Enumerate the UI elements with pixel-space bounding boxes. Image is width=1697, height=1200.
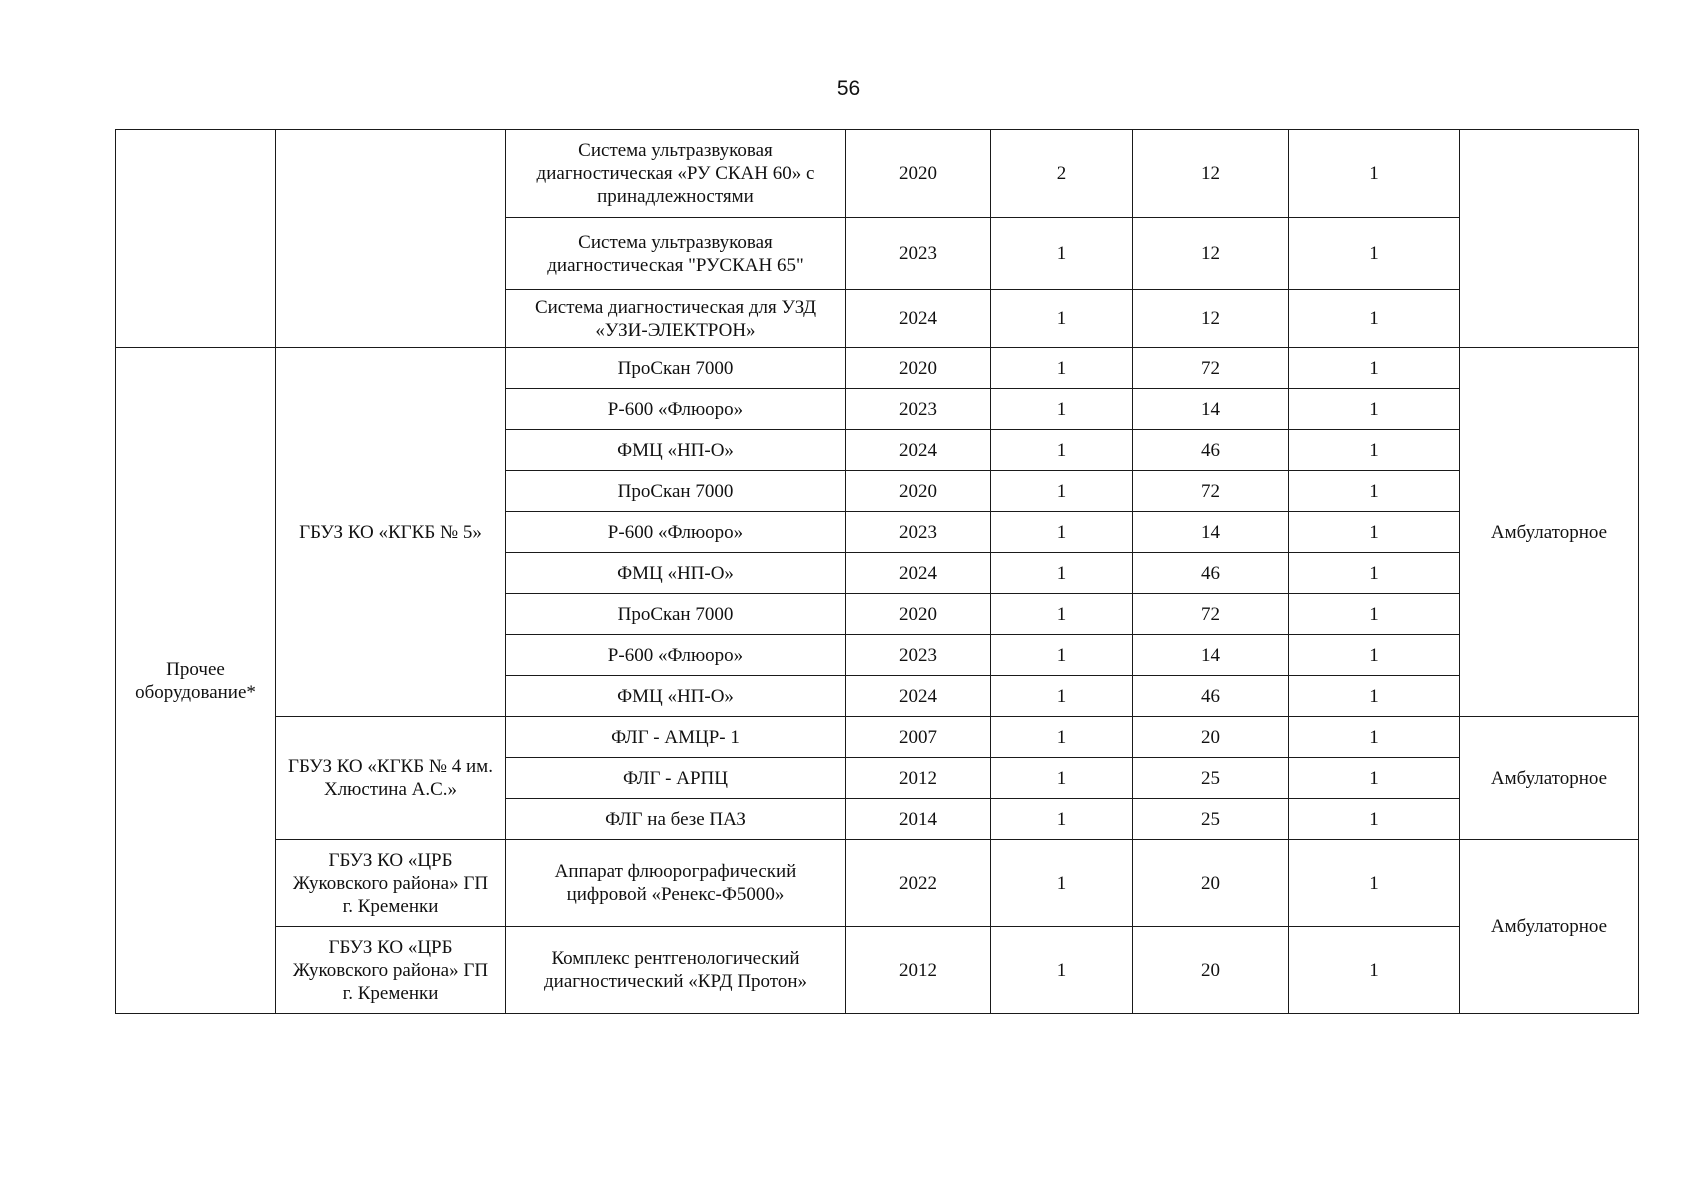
period-cell: 12 [1133,130,1289,218]
year-cell: 2024 [846,553,991,594]
shifts-cell: 1 [1289,758,1460,799]
year-cell: 2023 [846,512,991,553]
year-cell: 2022 [846,840,991,927]
equipment-name-cell: ПроСкан 7000 [506,348,846,389]
table-row [116,348,1639,389]
shifts-cell: 1 [1289,717,1460,758]
year-cell: 2020 [846,471,991,512]
quantity-cell: 1 [991,758,1133,799]
shifts-cell: 1 [1289,635,1460,676]
year-cell: 2020 [846,130,991,218]
equipment-name-cell: ПроСкан 7000 [506,471,846,512]
care-type-cell: Амбулаторное [1460,348,1639,717]
equipment-name-cell: ФМЦ «НП-О» [506,553,846,594]
care-type-cell-continued [1460,130,1639,348]
year-cell: 2024 [846,290,991,348]
period-cell: 46 [1133,676,1289,717]
quantity-cell: 1 [991,512,1133,553]
period-cell: 46 [1133,430,1289,471]
quantity-cell: 1 [991,553,1133,594]
quantity-cell: 1 [991,389,1133,430]
equipment-name-cell: Р-600 «Флюоро» [506,389,846,430]
period-cell: 14 [1133,389,1289,430]
equipment-name-cell: Комплекс рентгенологический диагностический «КРД Протон» [506,927,846,1014]
page-number: 56 [836,77,861,100]
quantity-cell: 1 [991,635,1133,676]
equipment-name-cell: ПроСкан 7000 [506,594,846,635]
quantity-cell: 1 [991,927,1133,1014]
year-cell: 2023 [846,218,991,290]
quantity-cell: 1 [991,290,1133,348]
table-row [116,840,1639,927]
quantity-cell: 1 [991,676,1133,717]
quantity-cell: 1 [991,594,1133,635]
period-cell: 72 [1133,348,1289,389]
shifts-cell: 1 [1289,676,1460,717]
year-cell: 2012 [846,927,991,1014]
period-cell: 20 [1133,840,1289,927]
institution-cell: ГБУЗ КО «ЦРБ Жуковского района» ГП г. Кременки [276,840,506,927]
period-cell: 25 [1133,758,1289,799]
table-row [116,927,1639,1014]
shifts-cell: 1 [1289,471,1460,512]
table-row [116,717,1639,758]
equipment-name-cell: Система ультразвуковая диагностическая «РУ СКАН 60» с принадлежностями [506,130,846,218]
quantity-cell: 1 [991,471,1133,512]
shifts-cell: 1 [1289,799,1460,840]
year-cell: 2023 [846,389,991,430]
period-cell: 25 [1133,799,1289,840]
equipment-name-cell: ФЛГ - АРПЦ [506,758,846,799]
year-cell: 2024 [846,430,991,471]
institution-cell: ГБУЗ КО «КГКБ № 4 им. Хлюстина А.С.» [276,717,506,840]
shifts-cell: 1 [1289,553,1460,594]
equipment-name-cell: ФЛГ на безе ПАЗ [506,799,846,840]
shifts-cell: 1 [1289,512,1460,553]
quantity-cell: 1 [991,218,1133,290]
shifts-cell: 1 [1289,927,1460,1014]
year-cell: 2020 [846,594,991,635]
period-cell: 72 [1133,471,1289,512]
year-cell: 2012 [846,758,991,799]
quantity-cell: 1 [991,717,1133,758]
equipment-name-cell: Система ультразвуковая диагностическая "РУСКАН 65" [506,218,846,290]
category-cell: Прочее оборудование* [116,348,276,1014]
shifts-cell: 1 [1289,130,1460,218]
equipment-name-cell: Система диагностическая для УЗД «УЗИ-ЭЛЕКТРОН» [506,290,846,348]
shifts-cell: 1 [1289,218,1460,290]
equipment-name-cell: Р-600 «Флюоро» [506,512,846,553]
institution-cell: ГБУЗ КО «ЦРБ Жуковского района» ГП г. Кременки [276,927,506,1014]
period-cell: 14 [1133,512,1289,553]
quantity-cell: 1 [991,840,1133,927]
year-cell: 2007 [846,717,991,758]
period-cell: 72 [1133,594,1289,635]
care-type-cell: Амбулаторное [1460,840,1639,1014]
quantity-cell: 2 [991,130,1133,218]
table-row [116,130,1639,218]
equipment-name-cell: ФМЦ «НП-О» [506,430,846,471]
equipment-table [115,129,1639,1014]
year-cell: 2014 [846,799,991,840]
quantity-cell: 1 [991,430,1133,471]
shifts-cell: 1 [1289,594,1460,635]
year-cell: 2024 [846,676,991,717]
quantity-cell: 1 [991,799,1133,840]
shifts-cell: 1 [1289,389,1460,430]
care-type-cell: Амбулаторное [1460,717,1639,840]
period-cell: 12 [1133,290,1289,348]
institution-cell-continued [276,130,506,348]
period-cell: 20 [1133,717,1289,758]
equipment-name-cell: ФЛГ - АМЦР- 1 [506,717,846,758]
period-cell: 12 [1133,218,1289,290]
shifts-cell: 1 [1289,348,1460,389]
period-cell: 46 [1133,553,1289,594]
year-cell: 2023 [846,635,991,676]
period-cell: 14 [1133,635,1289,676]
shifts-cell: 1 [1289,430,1460,471]
category-cell-continued [116,130,276,348]
equipment-name-cell: Аппарат флюорографический цифровой «Ренекс-Ф5000» [506,840,846,927]
year-cell: 2020 [846,348,991,389]
equipment-name-cell: ФМЦ «НП-О» [506,676,846,717]
shifts-cell: 1 [1289,290,1460,348]
quantity-cell: 1 [991,348,1133,389]
equipment-name-cell: Р-600 «Флюоро» [506,635,846,676]
shifts-cell: 1 [1289,840,1460,927]
period-cell: 20 [1133,927,1289,1014]
institution-cell: ГБУЗ КО «КГКБ № 5» [276,348,506,717]
